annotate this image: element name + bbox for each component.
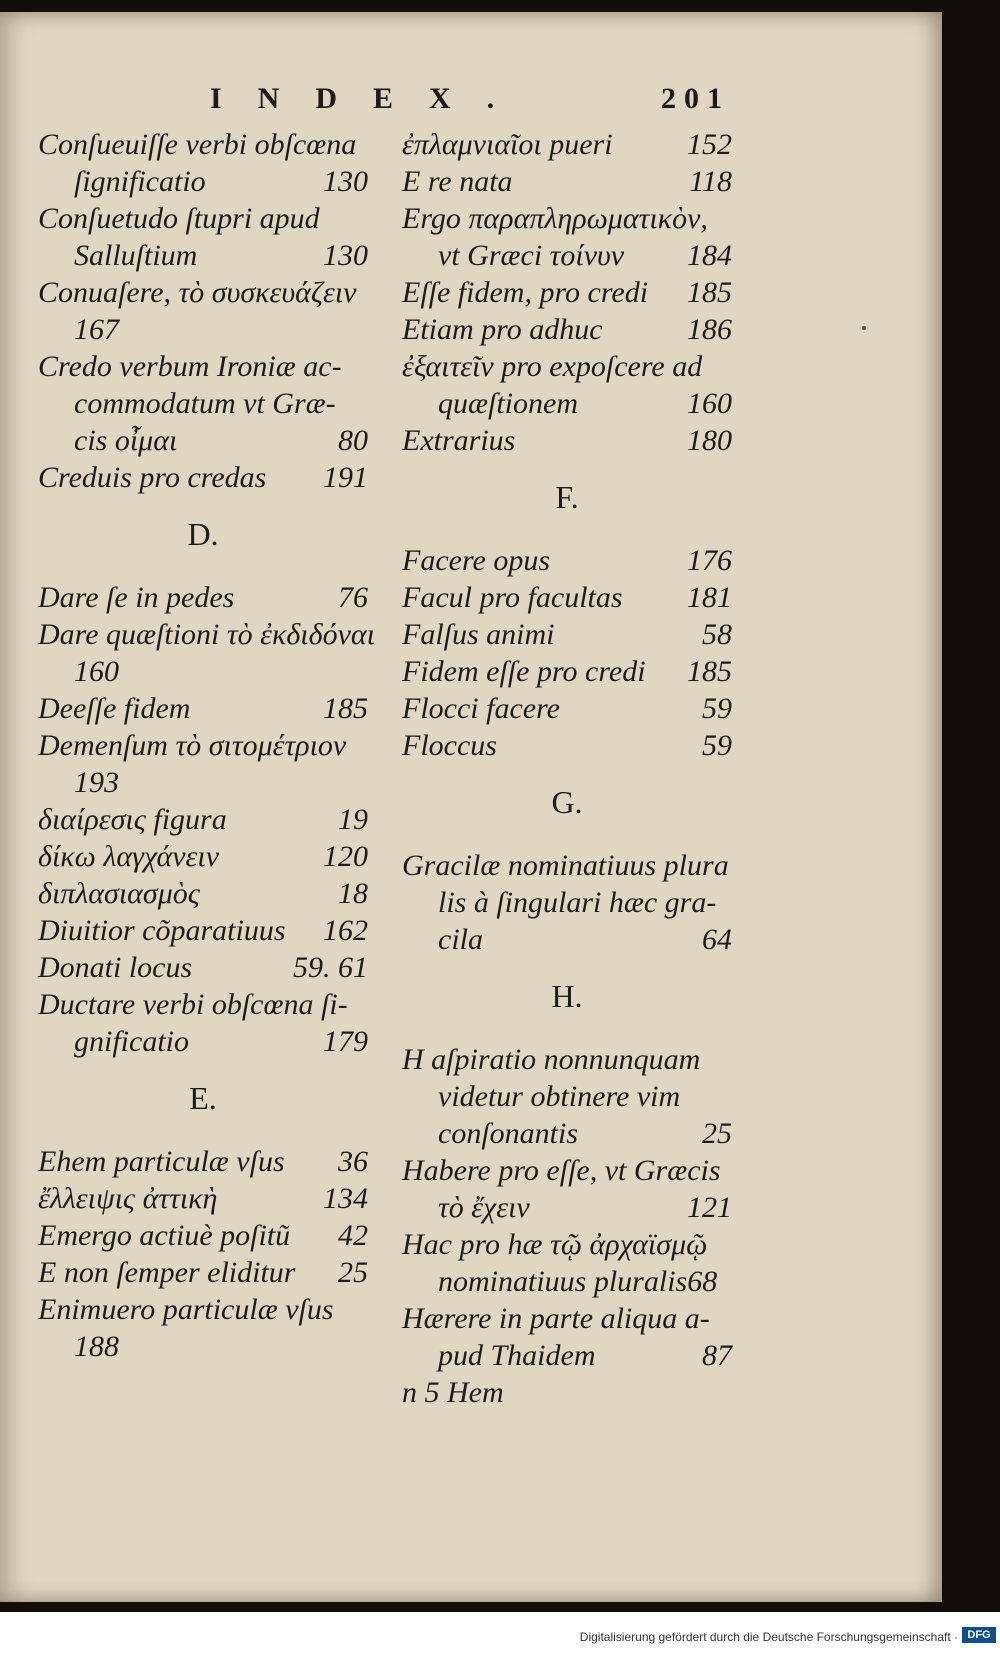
entry-line: Ehem particulæ vſus (38, 1145, 285, 1178)
page-reference: 176 (687, 544, 732, 577)
entry-line: Creduis pro credas (38, 461, 267, 494)
index-entry (38, 986, 368, 1060)
page-reference: 36 (338, 1145, 368, 1178)
section-letter: F. (555, 479, 579, 515)
index-entry (38, 690, 368, 727)
page-reference: 59. 61 (293, 951, 368, 984)
running-head: INDEX. (210, 82, 531, 115)
entry-line: Extrarius (402, 424, 516, 457)
index-entry (38, 1217, 368, 1254)
entry-line: Emergo actiuè poſitũ (38, 1219, 291, 1252)
index-entry (402, 311, 732, 348)
index-entry (38, 348, 368, 459)
entry-line: Diuitior cõparatiuus (38, 914, 286, 947)
entry-line: videtur obtinere vim (438, 1080, 681, 1113)
entry-line: Fidem eſſe pro credi (402, 655, 646, 688)
entry-line: nominatiuus pluralis68 (438, 1265, 718, 1298)
page-reference: 120 (323, 840, 368, 873)
entry-line: διαίρεσις figura (38, 803, 227, 836)
entry-line: quæſtionem (438, 387, 578, 420)
entry-line: commodatum vt Græ- (74, 387, 336, 420)
entry-line: E non ſemper eliditur (38, 1256, 296, 1289)
page-reference: 184 (687, 239, 732, 272)
entry-line: Flocci facere (402, 692, 560, 725)
entry-line: Ductare verbi obſcœna ſi- (38, 988, 348, 1021)
entry-line: Deeſſe fidem (38, 692, 191, 725)
index-entry (38, 1180, 368, 1217)
entry-line: Ergo παραπληρωματικὸν, (402, 202, 708, 235)
entry-line: Donati locus (38, 951, 193, 984)
entry-line: ἐξαιτεῖν pro expoſcere ad (402, 350, 703, 383)
entry-line: Credo verbum Ironiæ ac- (38, 350, 342, 383)
index-entry (402, 727, 732, 764)
page-reference: 191 (323, 461, 368, 494)
entry-line: Floccus (402, 729, 497, 762)
index-entry (402, 847, 732, 958)
index-entry (38, 838, 368, 875)
page-reference: 185 (323, 692, 368, 725)
entry-line: Conſueuiſſe verbi obſcœna (38, 128, 357, 161)
entry-line: τὸ ἔχειν (438, 1191, 530, 1224)
index-entry (402, 616, 732, 653)
page-reference: 18 (338, 877, 368, 910)
page-reference: 25 (338, 1256, 368, 1289)
entry-line: Enimuero particulæ vſus (38, 1293, 334, 1326)
entry-line: διπλασιασμὸς (38, 877, 200, 910)
index-entry (38, 727, 368, 801)
page-reference: 59 (702, 692, 732, 725)
page-reference: 58 (702, 618, 732, 651)
funding-credit: Digitalisierung gefördert durch die Deutsche Forschungsgemeinschaft · (579, 1630, 958, 1644)
index-entry (402, 1374, 732, 1411)
section-letter: G. (551, 784, 583, 820)
entry-line: conſonantis (438, 1117, 578, 1150)
entry-line: Dare ſe in pedes (38, 581, 235, 614)
index-entry (38, 1254, 368, 1291)
index-entry (38, 126, 368, 200)
entry-line: 188 (74, 1330, 119, 1363)
entry-line: Habere pro eſſe, vt Græcis (402, 1154, 721, 1187)
page-reference: 162 (323, 914, 368, 947)
page-reference: 179 (323, 1025, 368, 1058)
page-reference: 118 (689, 165, 732, 198)
entry-line: gnificatio (74, 1025, 189, 1058)
entry-line: cis οἶμαι (74, 424, 178, 457)
index-column-left (38, 126, 375, 1365)
index-entry (402, 1152, 732, 1226)
entry-line: Dare quæſtioni τὸ ἐκδιδόναι (38, 618, 375, 651)
index-entry (38, 274, 368, 348)
index-entry (402, 653, 732, 690)
page-reference: 42 (338, 1219, 368, 1252)
entry-line: vt Græci τοίνυν (438, 239, 625, 272)
index-entry (402, 163, 732, 200)
index-entry (402, 1041, 732, 1152)
index-entry (38, 1291, 368, 1365)
entry-line: Facere opus (402, 544, 551, 577)
page-reference: 87 (702, 1339, 732, 1372)
entry-line: pud Thaidem (438, 1339, 596, 1372)
index-entry (38, 875, 368, 912)
page-reference: 19 (338, 803, 368, 836)
index-entry (402, 1300, 732, 1374)
section-letter: H. (551, 978, 583, 1014)
entry-line: ἐπλαμνιαῖοι pueri (402, 128, 613, 161)
index-entry (38, 1143, 368, 1180)
page-reference: 64 (702, 923, 732, 956)
paper-speck (862, 326, 866, 330)
entry-line: Hac pro hæ τῷ ἀρχαϊσμῷ (402, 1228, 708, 1261)
book-page (0, 12, 942, 1602)
page-reference: 160 (687, 387, 732, 420)
index-entry (402, 348, 732, 422)
index-entry (38, 579, 368, 616)
entry-line: Facul pro facultas (402, 581, 623, 614)
page-reference: 80 (338, 424, 368, 457)
index-column-right (402, 126, 732, 1411)
entry-line: cila (438, 923, 483, 956)
footer-bar (0, 1612, 1000, 1656)
page-reference: 152 (687, 128, 732, 161)
index-entry (38, 200, 368, 274)
page-reference: 180 (687, 424, 732, 457)
entry-line: H aſpiratio nonnunquam (402, 1043, 701, 1076)
dfg-logo: DFG (962, 1627, 996, 1643)
index-entry (402, 274, 732, 311)
page-reference: 25 (702, 1117, 732, 1150)
page-reference: 130 (323, 239, 368, 272)
entry-line: Etiam pro adhuc (402, 313, 603, 346)
index-entry (402, 422, 732, 459)
page-reference: 59 (702, 729, 732, 762)
page-reference: 130 (323, 165, 368, 198)
index-entry (402, 690, 732, 727)
index-entry (38, 949, 368, 986)
index-entry (402, 579, 732, 616)
page-reference: 186 (687, 313, 732, 346)
entry-line: 160 (74, 655, 119, 688)
entry-line: ſignificatio (74, 165, 206, 198)
section-letter: D. (187, 516, 219, 552)
index-entry (402, 542, 732, 579)
index-entry (402, 126, 732, 163)
entry-line: 193 (74, 766, 119, 799)
entry-line: δίκω λαγχάνειν (38, 840, 220, 873)
index-entry (38, 801, 368, 838)
page-reference: 181 (687, 581, 732, 614)
entry-line: Conuaſere, τὸ συσκευάζειν (38, 276, 357, 309)
entry-line: Hærere in parte aliqua a- (402, 1302, 710, 1335)
index-entry (38, 912, 368, 949)
page-header (210, 82, 730, 122)
entry-line: Salluſtium (74, 239, 198, 272)
entry-line: lis à ſingulari hæc gra- (438, 886, 717, 919)
entry-line: Falſus animi (402, 618, 555, 651)
entry-line: Gracilæ nominatiuus plura (402, 849, 729, 882)
entry-line: 167 (74, 313, 119, 346)
entry-line: Conſuetudo ſtupri apud (38, 202, 320, 235)
index-entry (402, 1226, 732, 1300)
page-number: 201 (661, 82, 730, 115)
index-entry (402, 200, 732, 274)
page-reference: 134 (323, 1182, 368, 1215)
entry-line: n 5 Hem (402, 1376, 504, 1409)
page-reference: 185 (687, 276, 732, 309)
entry-line: Demenſum τὸ σιτομέτριον (38, 729, 347, 762)
index-entry (38, 616, 375, 690)
page-reference: 76 (338, 581, 368, 614)
entry-line: ἔλλειψις ἀττικὴ (38, 1182, 218, 1215)
index-entry (38, 459, 368, 496)
entry-line: E re nata (402, 165, 513, 198)
page-reference: 185 (687, 655, 732, 688)
entry-line: Eſſe fidem, pro credi (402, 276, 649, 309)
page-reference: 121 (687, 1191, 732, 1224)
section-letter: E. (189, 1080, 217, 1116)
